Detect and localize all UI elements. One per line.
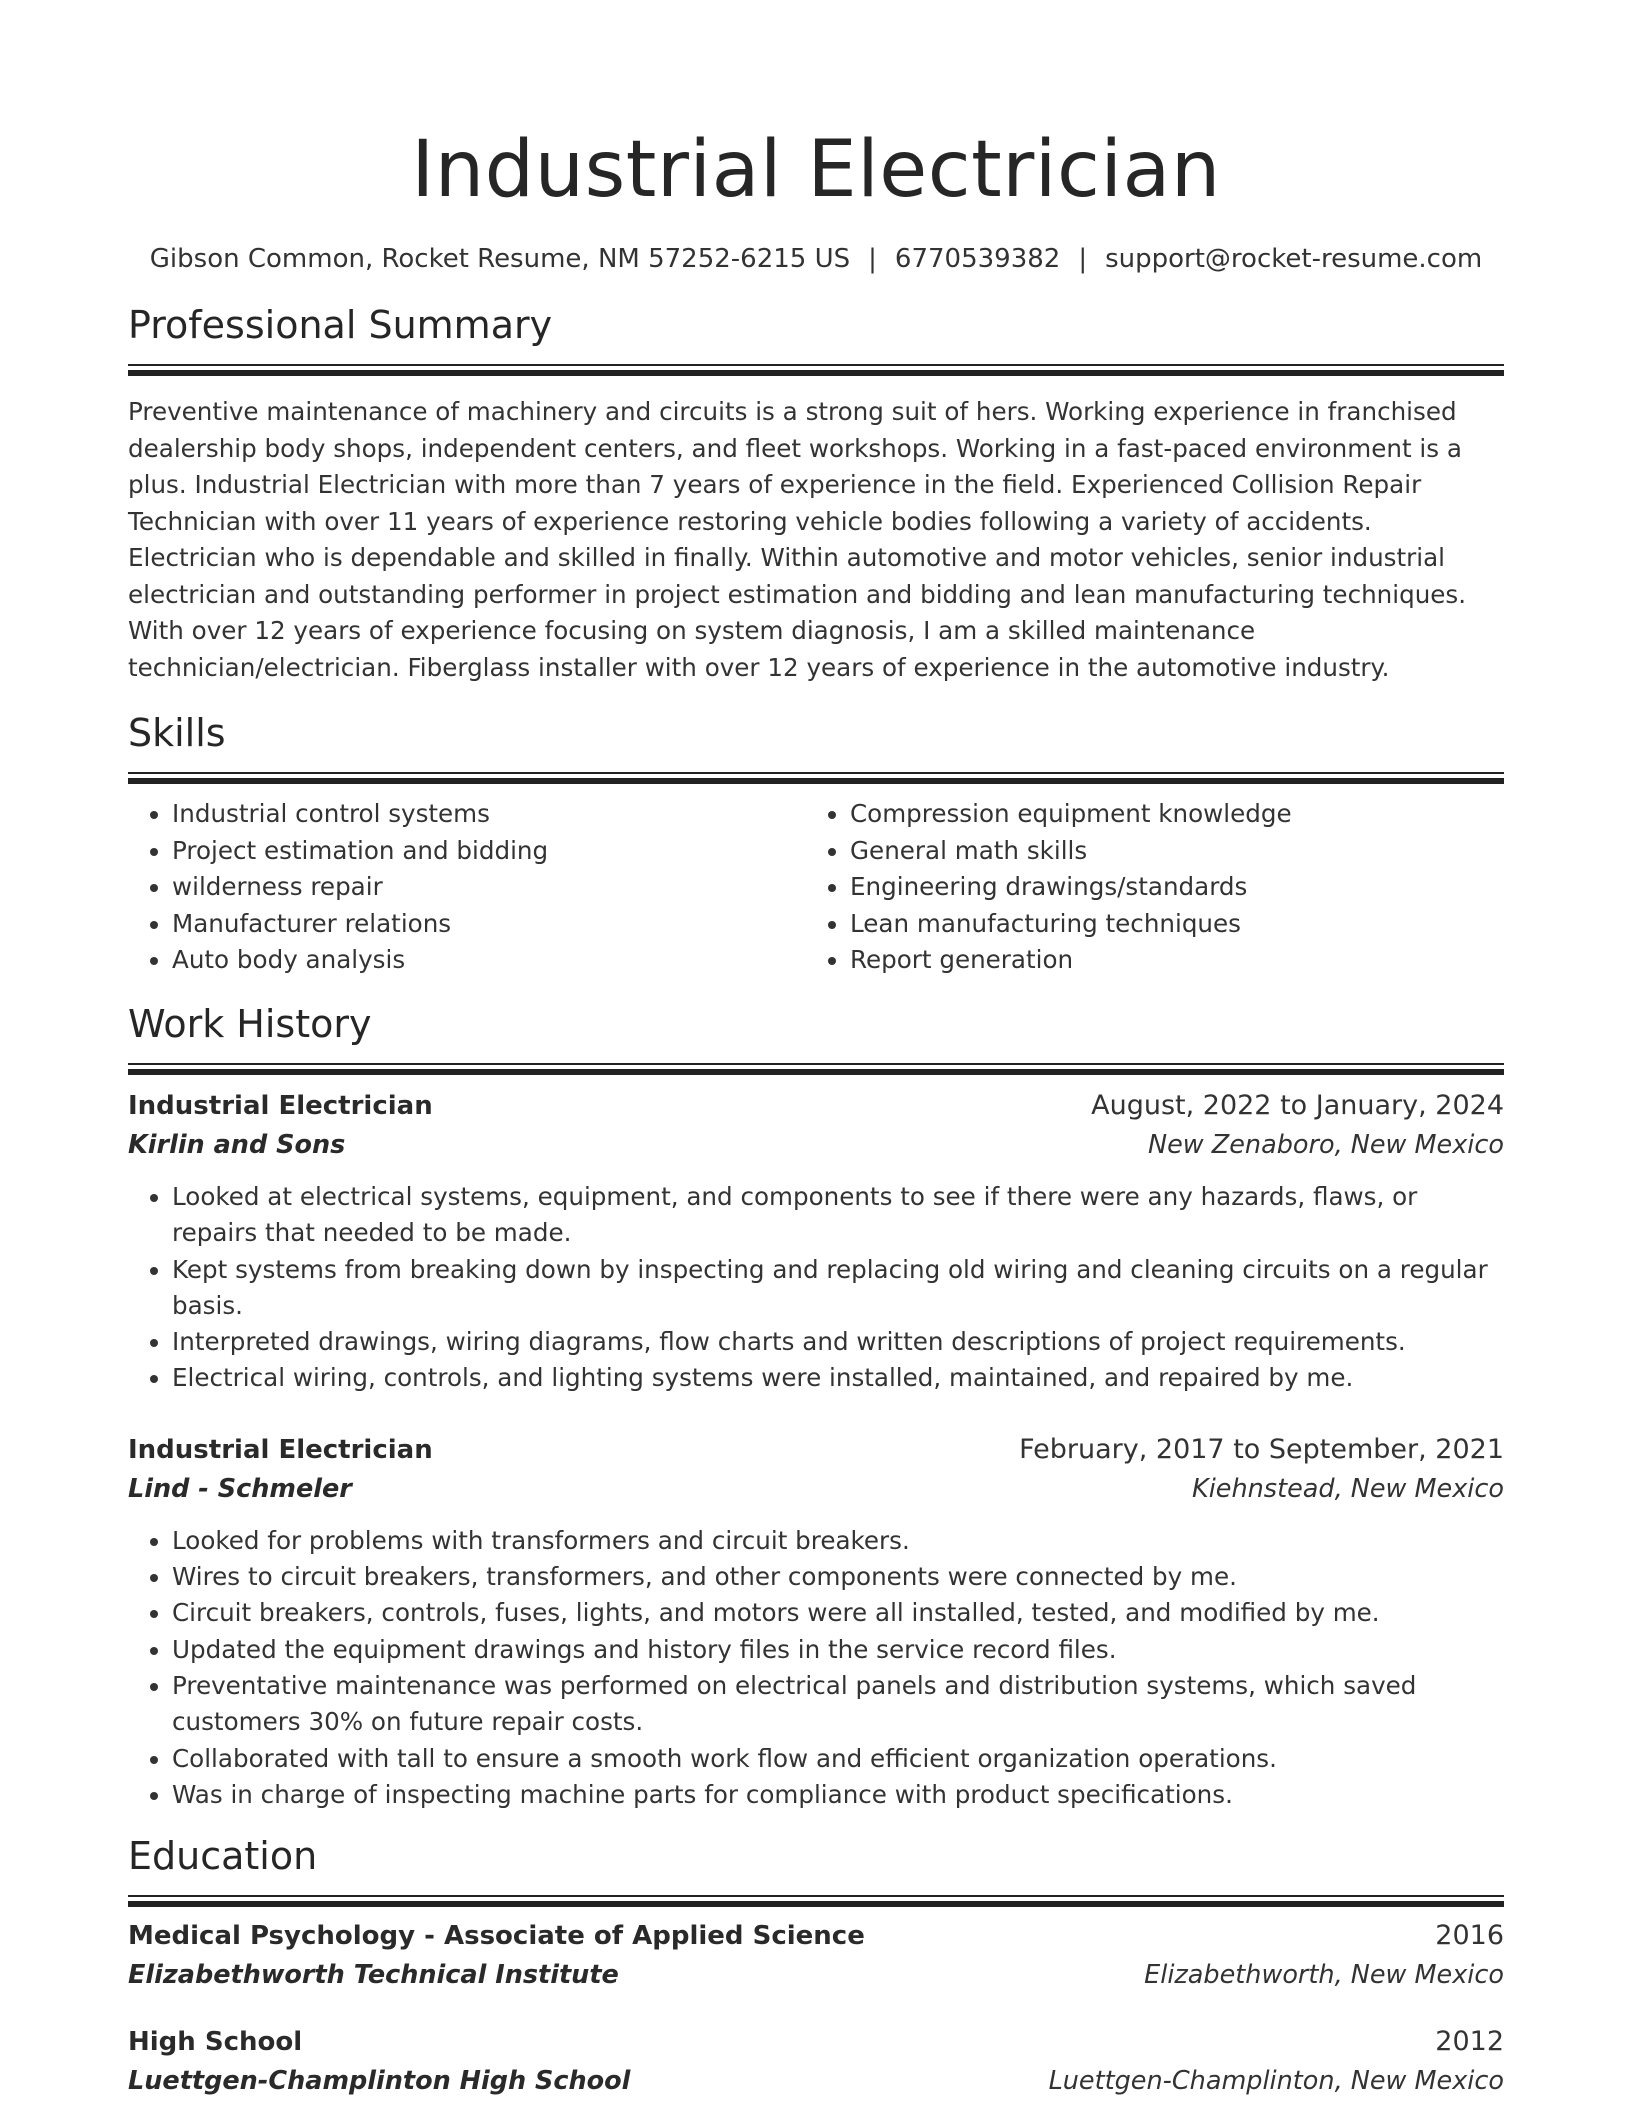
skill-item: • Engineering drawings/standards (850, 869, 1484, 906)
work-heading: Work History (128, 1001, 372, 1046)
skill-item: • Compression equipment knowledge (850, 796, 1484, 833)
skill-item: • Report generation (850, 942, 1484, 979)
skill-item: • Auto body analysis (172, 942, 806, 979)
education-degree: High School (128, 2027, 303, 2058)
section-divider (128, 1895, 1504, 1897)
education-school: Elizabethworth Technical Institute (128, 1960, 619, 1991)
job-bullet: • Circuit breakers, controls, fuses, lights, and motors were all installed, tested, and modified by me. (172, 1595, 1504, 1631)
job-bullet: • Kept systems from breaking down by inspecting and replacing old wiring and cleaning circuits on a regular basis. (172, 1252, 1504, 1325)
resume-page (128, 0, 1504, 2101)
summary-text: Preventive maintenance of machinery and circuits is a strong suit of hers. Working experience in franchised dealership body shops, independent centers, and fleet workshops. Working in a fast-paced environment is a plus. Industrial Electrician with more than 7 years of experience in the field. Experienced Collision Repair Technician with over 11 years of experience restoring vehicle bodies following a variety of accidents. Electrician who is dependable and skilled in finally. Within automotive and motor vehicles, senior industrial electrician and outstanding performer in project estimation and bidding and lean manufacturing techniques. With over 12 years of experience focusing on system diagnosis, I am a skilled maintenance technician/electrician. Fiberglass installer with over 12 years of experience in the automotive industry. (128, 397, 1467, 682)
education-location: Luettgen-Champlinton, New Mexico (1048, 2066, 1504, 2097)
job-entry (128, 1087, 1504, 1397)
skills-heading: Skills (128, 711, 226, 755)
contact-address: Gibson Common, Rocket Resume, NM 57252-6215 US (149, 244, 851, 274)
contact-line (128, 242, 1504, 276)
job-title: Industrial Electrician (128, 1434, 433, 1465)
education-heading: Education (128, 1834, 318, 1879)
contact-separator: | (868, 244, 877, 274)
education-section (128, 1833, 1504, 2101)
job-location: Kiehnstead, New Mexico (1191, 1473, 1504, 1504)
job-bullets (128, 1523, 1504, 1813)
education-degree: Medical Psychology - Associate of Applied Science (128, 1921, 865, 1952)
summary-heading: Professional Summary (128, 303, 553, 347)
job-bullet: • Looked at electrical systems, equipment, and components to see if there were any hazards, flaws, or repairs that needed to be made. (172, 1179, 1504, 1252)
job-bullet: • Updated the equipment drawings and history files in the service record files. (172, 1632, 1504, 1668)
job-bullet: • Electrical wiring, controls, and lighting systems were installed, maintained, and repaired by me. (172, 1360, 1504, 1396)
contact-separator: | (1078, 244, 1088, 274)
job-bullet: • Looked for problems with transformers and circuit breakers. (172, 1523, 1504, 1559)
section-divider (128, 364, 1504, 366)
work-section (128, 1001, 1504, 1813)
education-location: Elizabethworth, New Mexico (1144, 1960, 1504, 1991)
skill-item: • Project estimation and bidding (172, 833, 806, 870)
job-bullets (128, 1179, 1504, 1397)
job-location: New Zenaboro, New Mexico (1148, 1129, 1504, 1160)
section-divider (128, 772, 1504, 774)
job-bullet: • Was in charge of inspecting machine parts for compliance with product specifications. (172, 1777, 1504, 1813)
skill-item: • Industrial control systems (172, 796, 806, 833)
skill-item: • Manufacturer relations (172, 906, 806, 943)
job-dates: February, 2017 to September, 2021 (1019, 1433, 1504, 1465)
summary-section (128, 302, 1504, 686)
education-year: 2012 (1435, 2026, 1504, 2058)
education-entry (128, 1917, 1504, 1995)
skills-columns (128, 796, 1504, 979)
job-company: Kirlin and Sons (128, 1129, 346, 1160)
job-bullet: • Collaborated with tall to ensure a smooth work flow and efficient organization operations. (172, 1741, 1504, 1777)
section-divider (128, 1063, 1504, 1065)
job-title: Industrial Electrician (128, 1090, 433, 1121)
education-school: Luettgen-Champlinton High School (128, 2066, 631, 2097)
education-year: 2016 (1435, 1920, 1504, 1952)
contact-email: support@rocket-resume.com (1105, 244, 1483, 274)
job-bullet: • Preventative maintenance was performed on electrical panels and distribution systems, which saved customers 30% on future repair costs. (172, 1668, 1504, 1741)
candidate-name: Industrial Electrician (411, 125, 1221, 215)
job-company: Lind - Schmeler (128, 1473, 352, 1504)
job-entry (128, 1431, 1504, 1813)
skill-item: • Lean manufacturing techniques (850, 906, 1484, 943)
contact-phone: 6770539382 (894, 244, 1061, 274)
job-bullet: • Interpreted drawings, wiring diagrams, flow charts and written descriptions of project requirements. (172, 1324, 1504, 1360)
job-bullet: • Wires to circuit breakers, transformers, and other components were connected by me. (172, 1559, 1504, 1595)
skill-item: • wilderness repair (172, 869, 806, 906)
skills-list-right (806, 796, 1484, 979)
job-dates: August, 2022 to January, 2024 (1091, 1089, 1504, 1121)
skill-item: • General math skills (850, 833, 1484, 870)
skills-list-left (128, 796, 806, 979)
skills-section (128, 710, 1504, 979)
education-entry (128, 2023, 1504, 2101)
